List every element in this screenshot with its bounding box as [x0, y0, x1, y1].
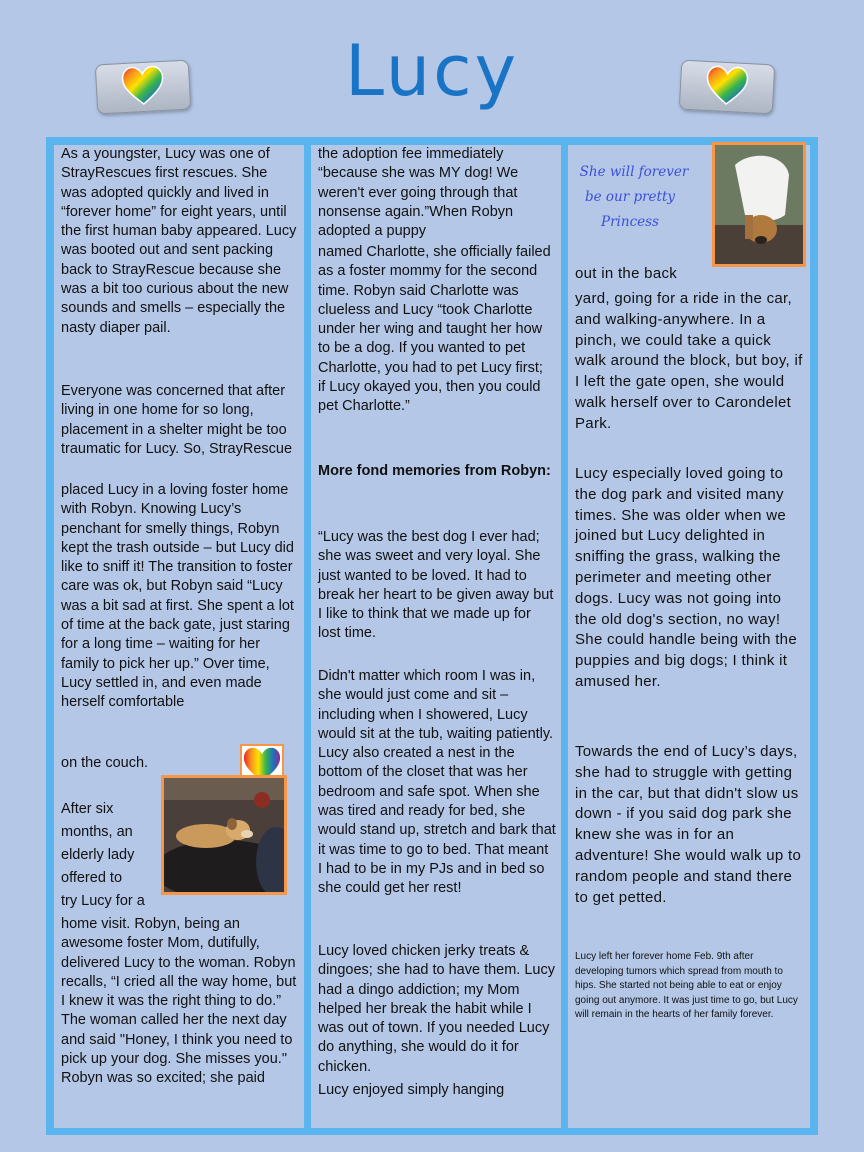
col3-paragraph-4: Towards the end of Lucy’s days, she had to struggle with getting in the car, but that didn't slow us down - if you said dog park she knew she was in for an adventure! She would walk up to random people and stand there to get petted.: [575, 743, 802, 906]
rainbow-heart-icon: [704, 64, 750, 108]
col3-paragraph-2: yard, going for a ride in the car, and walking-anywhere. In a pinch, we could take a quick walk around the block, but boy, if I left the gate open, she would walk herself over to Carondelet Park.: [575, 290, 803, 432]
col2-paragraph-3: “Lucy was the best dog I ever had; she was sweet and very loyal. She just wanted to be loved. It had to break her heart to be given away but I like to think that we made up for lost time.: [318, 529, 554, 642]
wrap-line: try Lucy for a: [61, 893, 145, 909]
heart-badge-left: [95, 60, 191, 115]
section-heading: More fond memories from Robyn:: [318, 463, 551, 479]
col2-paragraph-1: the adoption fee immediately “because she was MY dog! We weren't ever going through that nonsense again.”When Robyn adopted a puppy: [318, 146, 519, 240]
col1-paragraph-5: home visit. Robyn, being an awesome foster Mom, dutifully, delivered Lucy to the woman. Robyn recalls, “I cried all the way home, but I knew it was the right thing to do.” The woman called her the next day and said "Honey, I think you need to pick up your dog. She misses you." Robyn was so excited; she paid: [61, 916, 297, 1087]
wrap-line: months, an: [61, 824, 133, 840]
col2-paragraph-5: Lucy loved chicken jerky treats & dingoes; she had to have them. Lucy had a dingo addiction; my Mom helped her break the habit while I was out of town. If you needed Lucy do anything, she would do it for chicken.: [318, 943, 555, 1075]
page-title: Lucy: [344, 30, 520, 112]
col1-paragraph-2: Everyone was concerned that after living in one home for so long, placement in a shelter might be too traumatic for Lucy. So, StrayRescue: [61, 383, 293, 457]
rainbow-heart-icon: [120, 64, 166, 108]
wrap-line: elderly lady: [61, 847, 135, 863]
photo-lucy-in-coat: [712, 142, 806, 267]
col2-paragraph-2: named Charlotte, she officially failed as a foster mommy for the second time. Robyn said Charlotte was clueless and Lucy “took Charlotte under her wing and taught her how to be a dog. If you wanted to pet Charlotte, you had to pet Lucy first; if Lucy okayed you, then you could pet Charlotte.”: [318, 244, 551, 415]
col2-paragraph-4: Didn't matter which room I was in, she would just come and sit – including when I showered, Lucy would sit at the tub, waiting patiently. Lucy also created a nest in the bottom of the closet that was her bedroom and safe spot. When she was tired and ready for bed, she would stand up, stretch and bark that it was time to go to bed. That meant I had to be in my PJs and in bed so she could get her rest!: [318, 668, 556, 897]
col1-paragraph-4: on the couch.: [61, 755, 149, 771]
col1-paragraph-3: placed Lucy in a loving foster home with Robyn. Knowing Lucy’s penchant for smelly things, Robyn kept the trash outside – but Lucy did like to sniff it! The transition to foster care was ok, but Robyn said “Lucy was a bit sad at first. She spent a lot of time at the back gate, just staring for a long time – waiting for her family to pick her up.” Over time, Lucy settled in, and even made herself comfortable: [61, 482, 294, 711]
caption-line: be our pretty: [584, 189, 676, 205]
col3-paragraph-5: Lucy left her forever home Feb. 9th after developing tumors which spread from mouth to hips. She started not being able to eat or enjoy going out anymore. It was just time to go, but Lucy will remain in the hearts of her family forever.: [575, 951, 798, 1020]
wrap-line: After six: [61, 801, 114, 817]
wrap-line: offered to: [61, 870, 123, 886]
col3-paragraph-1: out in the back: [575, 265, 678, 282]
photo-lucy-on-couch: [161, 775, 287, 895]
heart-badge-right: [679, 60, 775, 115]
col3-paragraph-3: Lucy especially loved going to the dog park and visited many times. She was older when we joined but Lucy delighted in sniffing the grass, walking the perimeter and meeting other dogs. Lucy was not going into the old dog's section, no way! She could handle being with the puppies and big dogs; I think it amused her.: [575, 465, 797, 690]
caption-line: Princess: [601, 214, 659, 230]
col1-paragraph-1: As a youngster, Lucy was one of StrayRescues first rescues. She was adopted quickly and lived in “forever home” for eight years, until the first human baby appeared. Lucy was booted out and sent packing back to StrayRescue because she was a bit too curious about the new sounds and smells – especially the nasty diaper pail.: [61, 146, 297, 336]
col2-paragraph-6: Lucy enjoyed simply hanging: [318, 1082, 505, 1098]
caption-line: She will forever: [579, 164, 689, 180]
